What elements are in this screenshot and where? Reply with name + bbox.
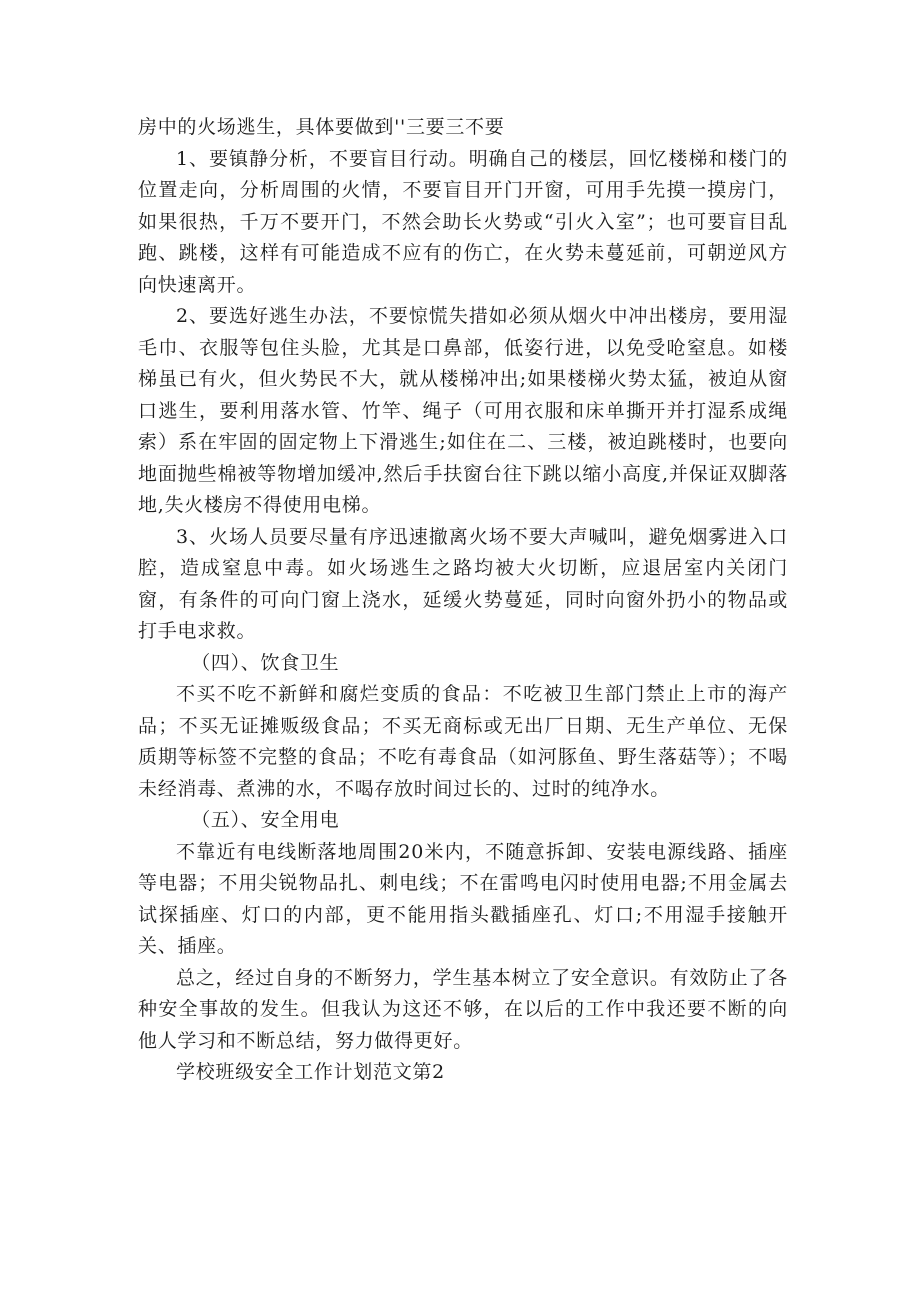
paragraph-conclusion: 总之，经过自身的不断努力，学生基本树立了安全意识。有效防止了各种安全事故的发生。但我认为这还不够，在以后的工作中我还要不断的向他人学习和不断总结，努力做得更好。 [138, 966, 788, 1052]
section-heading-food-hygiene: （四）、饮食卫生 [191, 651, 340, 674]
section-heading-electrical-safety: （五）、安全用电 [191, 809, 340, 831]
paragraph-item-1: 1、要镇静分析，不要盲目行动。明确自己的楼层，回忆楼梯和楼门的位置走向，分析周围的火情，不要盲目开门开窗，可用手先摸一摸房门，如果很热，千万不要开门，不然会助长火势或“引火入室”；也可要盲目乱跑、跳楼，这样有可能造成不应有的伤亡，在火势未蔓延前，可朝逆风方向快速离开。 [138, 147, 788, 296]
paragraph-item-2: 2、要选好逃生办法，不要惊慌失措如必须从烟火中冲出楼房，要用湿毛巾、衣服等包住头脸，尤其是口鼻部，低姿行进，以免受呛窒息。如楼梯虽已有火，但火势民不大，就从楼梯冲出;如果楼梯火势太猛，被迫从窗口逃生，要利用落水管、竹竿、绳子（可用衣服和床单撕开并打湿系成绳索）系在牢固的固定物上下滑逃生;如住在二、三楼，被迫跳楼时，也要向地面抛些棉被等物增加缓冲,然后手扶窗台往下跳以缩小高度,并保证双脚落地,失火楼房不得使用电梯。 [138, 305, 788, 516]
paragraph-intro: 房中的火场逃生，具体要做到''三要三不要 [138, 116, 505, 138]
next-document-title: 学校班级安全工作计划范文第2 [176, 1061, 445, 1083]
document-body [138, 112, 788, 1089]
paragraph-item-3: 3、火场人员要尽量有序迅速撤离火场不要大声喊叫，避免烟雾进入口腔，造成窒息中毒。如火场逃生之路均被大火切断，应退居室内关闭门窗，有条件的可向门窗上浇水，延缓火势蔓延，同时向窗外扔小的物品或打手电求救。 [138, 525, 788, 642]
paragraph-electrical-safety: 不靠近有电线断落地周围20米内，不随意拆卸、安装电源线路、插座等电器；不用尖锐物品扎、刺电线；不在雷鸣电闪时使用电器;不用金属去试探插座、灯口的内部，更不能用指头戳插座孔、灯口;不用湿手接触开关、插座。 [138, 840, 788, 957]
paragraph-food-hygiene: 不买不吃不新鲜和腐烂变质的食品：不吃被卫生部门禁止上市的海产品；不买无证摊贩级食品；不买无商标或无出厂日期、无生产单位、无保质期等标签不完整的食品；不吃有毒食品（如河豚鱼、野生落菇等）；不喝未经消毒、煮沸的水，不喝存放时间过长的、过时的纯净水。 [138, 683, 788, 800]
